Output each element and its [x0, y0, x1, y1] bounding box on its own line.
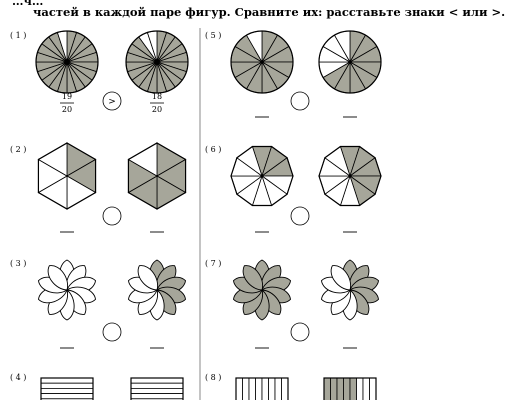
compare-sign: > [108, 97, 116, 107]
fraction-denominator: 20 [151, 105, 163, 114]
square-strip [249, 378, 256, 400]
square-strip [41, 383, 93, 388]
problem-number: ( 8 ) [205, 373, 222, 382]
square-strip [41, 394, 93, 399]
square-strip [236, 378, 243, 400]
problem-number: ( 6 ) [205, 145, 222, 154]
square-strip [243, 378, 250, 400]
problem-6 [205, 145, 381, 232]
fraction-numerator: 18 [151, 92, 163, 101]
problem-number: ( 1 ) [10, 31, 27, 40]
square-strip [256, 378, 263, 400]
square-strip [363, 378, 370, 400]
square-strip [282, 378, 289, 400]
square-strip [41, 378, 93, 383]
problem-2 [10, 143, 186, 232]
square-strip [131, 388, 183, 393]
fraction-denominator: 20 [61, 105, 73, 114]
square-strip [337, 378, 344, 400]
square-strip [41, 388, 93, 393]
problem-5 [205, 31, 381, 117]
problem-number: ( 5 ) [205, 31, 222, 40]
fraction-numerator: 19 [61, 92, 73, 101]
problem-number: ( 7 ) [205, 259, 222, 268]
compare-circle [103, 323, 121, 341]
square-strip [370, 378, 377, 400]
square-strip [344, 378, 351, 400]
square-strip [331, 378, 338, 400]
square-strip [357, 378, 364, 400]
instructions-line-1: …ч… [12, 0, 44, 8]
square-strip [131, 394, 183, 399]
problem-number: ( 2 ) [10, 145, 27, 154]
problem-4 [10, 373, 183, 400]
compare-circle [103, 207, 121, 225]
problem-1 [10, 31, 188, 114]
compare-circle [291, 323, 309, 341]
problem-number: ( 4 ) [10, 373, 27, 382]
square-strip [269, 378, 276, 400]
square-strip [262, 378, 269, 400]
problem-7 [205, 259, 381, 348]
instructions-line-2: частей в каждой паре фигур. Сравните их: расставьте знаки < или >. [33, 5, 505, 19]
square-strip [275, 378, 282, 400]
square-strip [131, 378, 183, 383]
problem-3 [10, 259, 188, 348]
square-strip [324, 378, 331, 400]
compare-circle [291, 207, 309, 225]
compare-circle [291, 92, 309, 110]
square-strip [350, 378, 357, 400]
problem-number: ( 3 ) [10, 259, 27, 268]
problem-8 [205, 373, 376, 400]
square-strip [131, 383, 183, 388]
